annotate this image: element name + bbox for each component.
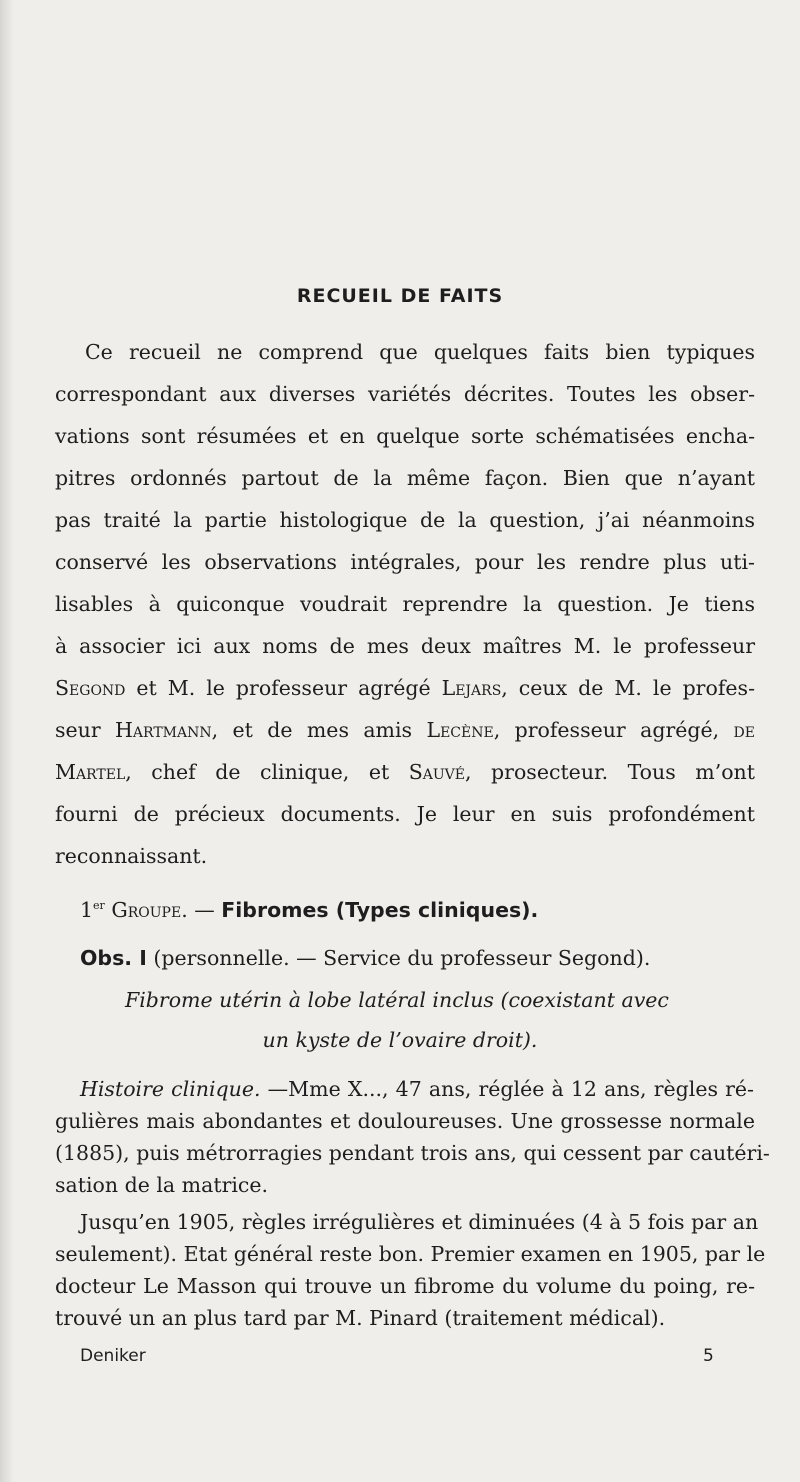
name-lejars: Lejars <box>441 676 502 700</box>
intro-line-10-text-c: , professeur agrégé, <box>493 718 734 742</box>
obs-title-line-2: un kyste de l’ovaire droit). <box>262 1028 538 1052</box>
history-line-1-rest: —Mme X..., 47 ans, réglée à 12 ans, règles ré- <box>260 1077 754 1101</box>
obs-label: Obs. I <box>80 946 147 970</box>
intro-line-10-text-b: , et de mes amis <box>211 718 427 742</box>
group-heading: Fibromes (Types cliniques). <box>221 898 539 922</box>
name-segond: Segond <box>55 676 126 700</box>
intro-line-3: vations sont résumées et en quelque sorte schématisées encha- <box>55 424 755 448</box>
intro-line-11-text-b: , prosecteur. Tous m’ont <box>465 760 755 784</box>
group-dash: — <box>187 898 222 922</box>
history-line-4: sation de la matrice. <box>55 1173 269 1197</box>
history2-line-2: seulement). Etat général reste bon. Premier examen en 1905, par le <box>55 1242 766 1266</box>
intro-line-9-text-a: et M. le professeur agrégé <box>125 676 442 700</box>
history2-line-3: docteur Le Masson qui trouve un fibrome du volume du poing, re- <box>55 1274 755 1298</box>
intro-line-2: correspondant aux diverses variétés décrites. Toutes les obser- <box>55 382 755 406</box>
footer-author: Deniker <box>80 1346 146 1366</box>
intro-line-9-text-b: , ceux de M. le profes- <box>501 676 755 700</box>
intro-line-11 <box>55 762 755 783</box>
group-number-suffix: er <box>93 899 105 913</box>
intro-line-12: fourni de précieux documents. Je leur en suis profondément <box>55 802 755 826</box>
page-edge-shadow <box>0 0 14 1482</box>
obs-heading <box>80 948 650 969</box>
history2-line-1: Jusqu’en 1905, règles irrégulières et diminuées (4 à 5 fois par an <box>80 1210 759 1234</box>
history-line-3: (1885), puis métrorragies pendant trois ans, qui cessent par cautéri- <box>55 1141 770 1165</box>
name-sauve: Sauvé <box>408 760 466 784</box>
history-label: Histoire clinique. <box>80 1077 261 1101</box>
name-hartmann: Hartmann <box>115 718 212 742</box>
name-lecene: Lecène <box>426 718 494 742</box>
name-de: de <box>733 718 755 742</box>
intro-line-6: conservé les observations intégrales, pour les rendre plus uti- <box>55 550 755 574</box>
intro-line-1: Ce recueil ne comprend que quelques faits bien typiques <box>85 340 755 364</box>
intro-line-8: à associer ici aux noms de mes deux maîtres M. le professeur <box>55 634 755 658</box>
intro-line-10-text-a: seur <box>55 718 116 742</box>
page-heading: RECUEIL DE FAITS <box>296 285 504 307</box>
intro-line-5: pas traité la partie histologique de la question, j’ai néanmoins <box>55 508 755 532</box>
intro-line-9 <box>55 678 755 699</box>
history2-line-4: trouvé un an plus tard par M. Pinard (traitement médical). <box>55 1306 666 1330</box>
group-number: 1 <box>80 898 94 922</box>
intro-line-13: reconnaissant. <box>55 844 208 868</box>
intro-line-7: lisables à quiconque voudrait reprendre la question. Je tiens <box>55 592 755 616</box>
intro-line-11-text-a: , chef de clinique, et <box>125 760 409 784</box>
history-line-2: gulières mais abondantes et douloureuses. Une grossesse normale <box>55 1109 755 1133</box>
history-line-1 <box>80 1079 754 1100</box>
obs-title-line-1: Fibrome utérin à lobe latéral inclus (coexistant avec <box>125 988 669 1012</box>
name-martel: Martel <box>55 760 126 784</box>
intro-line-10 <box>55 720 755 741</box>
obs-text: (personnelle. — Service du professeur Segond). <box>146 946 651 970</box>
intro-line-4: pitres ordonnés partout de la même façon. Bien que n’ayant <box>55 466 755 490</box>
footer-page-number: 5 <box>703 1346 714 1366</box>
group-label: Groupe. <box>111 898 188 922</box>
group-title <box>80 900 538 921</box>
